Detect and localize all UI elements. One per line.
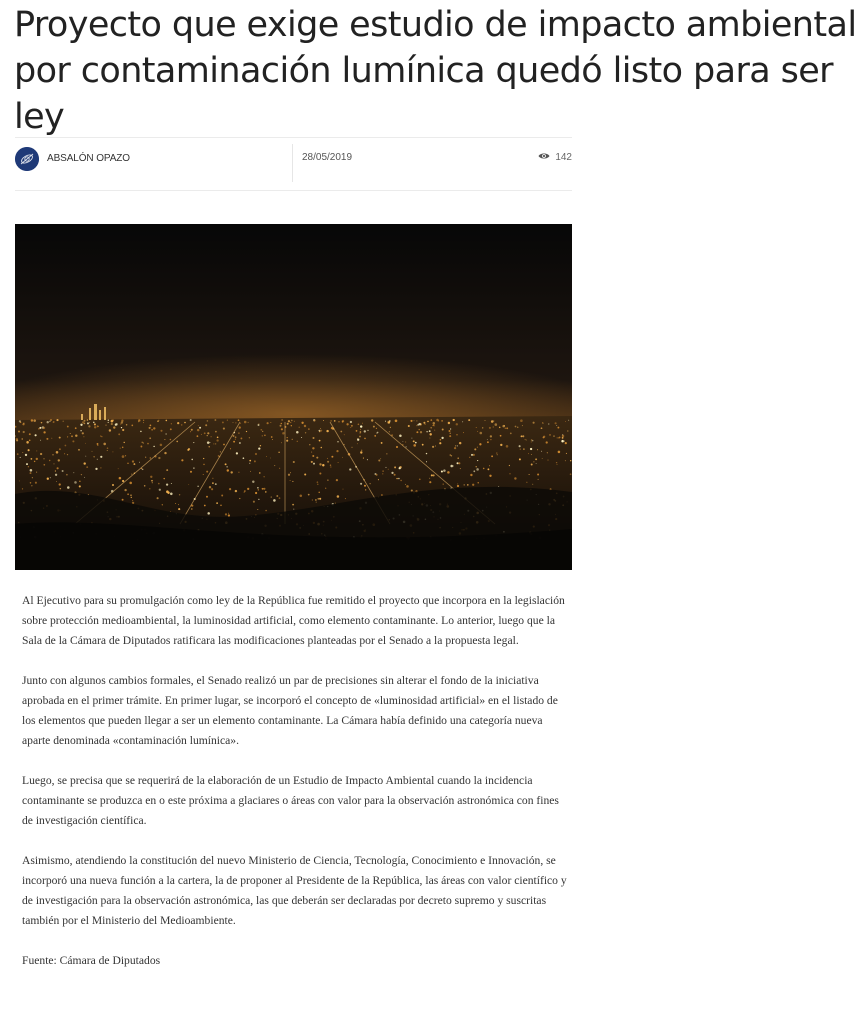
meta-divider	[292, 144, 293, 182]
view-count	[538, 152, 572, 163]
article-body	[22, 591, 572, 991]
view-count-value: 142	[555, 152, 572, 163]
city-lights-photo	[15, 224, 572, 570]
author-avatar[interactable]	[15, 147, 39, 171]
paragraph: Luego, se precisa que se requerirá de la elaboración de un Estudio de Impacto Ambiental cuando la incidencia contaminante se produzca en o este próxima a glaciares o áreas con valor para la observación astronómica con fines de investigación científica.	[22, 774, 559, 827]
paragraph: Junto con algunos cambios formales, el Senado realizó un par de precisiones sin alterar el fondo de la iniciativa aprobada en el primer trámite. En primer lugar, se incorporó el concepto de «luminosidad artificial» en el listado de los elementos que pueden llegar a ser un elemento contaminante. La Cámara había definido una categoría nueva aparte denominada «contaminación lumínica».	[22, 674, 558, 747]
paragraph: Asimismo, atendiendo la constitución del nuevo Ministerio de Ciencia, Tecnología, Conocimiento e Innovación, se incorporó una nueva función a la cartera, la de proponer al Presidente de la República, las áreas con valor científico y de investigación para la observación astronómica, las que deberán ser declaradas por decreto supremo y suscritas también por el Ministerio del Medioambiente.	[22, 854, 567, 927]
source-line: Fuente: Cámara de Diputados	[22, 954, 161, 967]
article-meta-bar	[15, 137, 572, 191]
paragraph: Al Ejecutivo para su promulgación como ley de la República fue remitido el proyecto que incorpora en la legislación sobre protección medioambiental, la luminosidad artificial, como elemento contaminante. Lo anterior, luego que la Sala de la Cámara de Diputados ratificara las modificaciones planteadas por el Senado a la propuesta legal.	[22, 594, 565, 647]
publish-date: 28/05/2019	[302, 152, 353, 163]
author-name[interactable]: ABSALÓN OPAZO	[47, 153, 130, 164]
eye-icon	[538, 152, 550, 163]
article-title: Proyecto que exige estudio de impacto ambiental por contaminación lumínica quedó listo para ser ley	[14, 5, 857, 137]
hero-image	[15, 224, 572, 570]
